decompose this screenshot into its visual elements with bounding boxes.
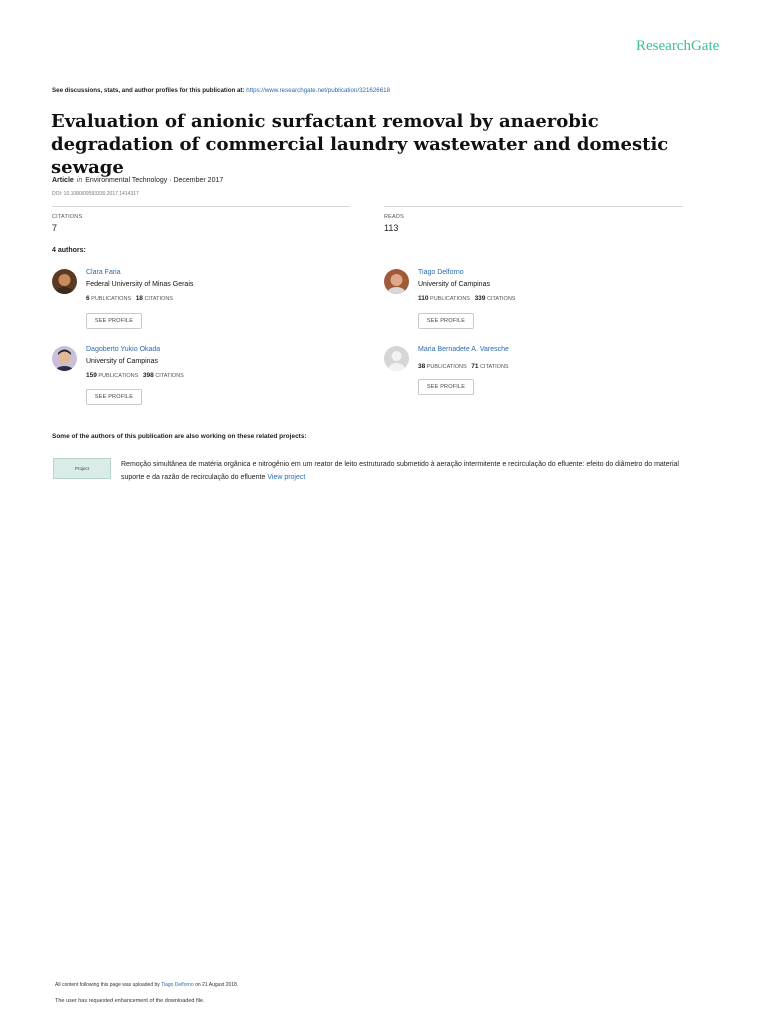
- publication-type: Article: [52, 177, 74, 184]
- enhancement-note: The user has requested enhancement of the downloaded file.: [55, 998, 205, 1004]
- authors-heading: 4 authors:: [52, 247, 86, 254]
- divider-citations: [52, 206, 350, 207]
- citations-label: CITATIONS: [480, 364, 509, 370]
- publication-title: Evaluation of anionic surfactant removal by anaerobic degradation of commercial laundry wastewater and domestic sewage: [51, 111, 669, 178]
- view-project-link[interactable]: View project: [267, 474, 306, 481]
- publication-meta: [52, 177, 223, 184]
- publications-label: PUBLICATIONS: [430, 296, 470, 302]
- author-citations-count: 339: [474, 295, 486, 302]
- publications-label: PUBLICATIONS: [426, 364, 467, 370]
- author-card: [384, 269, 684, 331]
- see-profile-button[interactable]: SEE PROFILE: [418, 313, 474, 329]
- see-profile-button[interactable]: SEE PROFILE: [418, 379, 474, 395]
- upload-notice-prefix: All content following this page was uploaded by: [55, 982, 162, 988]
- doi: DOI: 10.1080/09593330.2017.1414317: [52, 191, 139, 197]
- researchgate-logo[interactable]: ResearchGate: [636, 38, 720, 54]
- journal-name[interactable]: Environmental Technology · December 2017: [85, 177, 224, 184]
- citations-label: CITATIONS: [155, 373, 184, 379]
- author-institution: Federal University of Minas Gerais: [86, 281, 194, 288]
- author-publications-count: 110: [418, 295, 429, 302]
- author-stats: [86, 295, 173, 302]
- author-stats: [418, 295, 515, 302]
- discussion-notice-text: See discussions, stats, and author profiles for this publication at:: [52, 87, 247, 94]
- author-stats: [418, 363, 509, 370]
- upload-notice: [55, 982, 238, 988]
- divider-reads: [384, 206, 683, 207]
- author-institution: University of Campinas: [418, 281, 490, 288]
- project-thumbnail[interactable]: Project: [53, 458, 111, 479]
- author-name[interactable]: Clara Faria: [86, 269, 121, 276]
- avatar[interactable]: [384, 269, 409, 294]
- default-avatar-icon[interactable]: [384, 346, 409, 371]
- reads-value: 113: [384, 223, 399, 233]
- author-citations-count: 18: [135, 295, 143, 302]
- author-card: [52, 346, 352, 408]
- avatar[interactable]: [52, 346, 77, 371]
- reads-label: READS: [384, 214, 404, 220]
- author-publications-count: 38: [418, 363, 426, 370]
- author-stats: [86, 372, 184, 379]
- citations-label: CITATIONS: [144, 296, 173, 302]
- author-publications-count: 159: [86, 372, 97, 379]
- author-card: [52, 269, 352, 331]
- avatar[interactable]: [52, 269, 77, 294]
- author-name[interactable]: Tiago Delforno: [418, 269, 464, 276]
- project-description: [121, 458, 701, 484]
- upload-notice-suffix: on 21 August 2018.: [193, 982, 239, 988]
- project-title: Remoção simultânea de matéria orgânica e nitrogênio em um reator de leito estruturado submetido à aeração intermitente e recirculação do efluente: efeito do diâmetro do material suporte e da razão de recirculação do efluente: [121, 461, 679, 481]
- author-publications-count: 6: [86, 295, 90, 302]
- publications-label: PUBLICATIONS: [91, 296, 132, 302]
- related-projects-heading: Some of the authors of this publication are also working on these related projects:: [52, 433, 307, 440]
- citations-label: CITATIONS: [52, 214, 83, 220]
- author-institution: University of Campinas: [86, 358, 158, 365]
- uploader-link[interactable]: Tiago Delforno: [161, 982, 194, 988]
- see-profile-button[interactable]: SEE PROFILE: [86, 313, 142, 329]
- publications-label: PUBLICATIONS: [98, 373, 139, 379]
- author-name[interactable]: Maria Bernadete A. Varesche: [418, 346, 509, 353]
- see-profile-button[interactable]: SEE PROFILE: [86, 389, 142, 405]
- citations-value: 7: [52, 223, 58, 233]
- discussion-notice: [52, 87, 390, 94]
- author-citations-count: 398: [142, 372, 154, 379]
- meta-in: in: [76, 177, 83, 184]
- publication-link[interactable]: https://www.researchgate.net/publication/321626618: [246, 87, 391, 94]
- citations-label: CITATIONS: [486, 296, 516, 302]
- author-citations-count: 71: [471, 363, 479, 370]
- author-name[interactable]: Dagoberto Yukio Okada: [86, 346, 161, 353]
- author-card: [384, 346, 684, 408]
